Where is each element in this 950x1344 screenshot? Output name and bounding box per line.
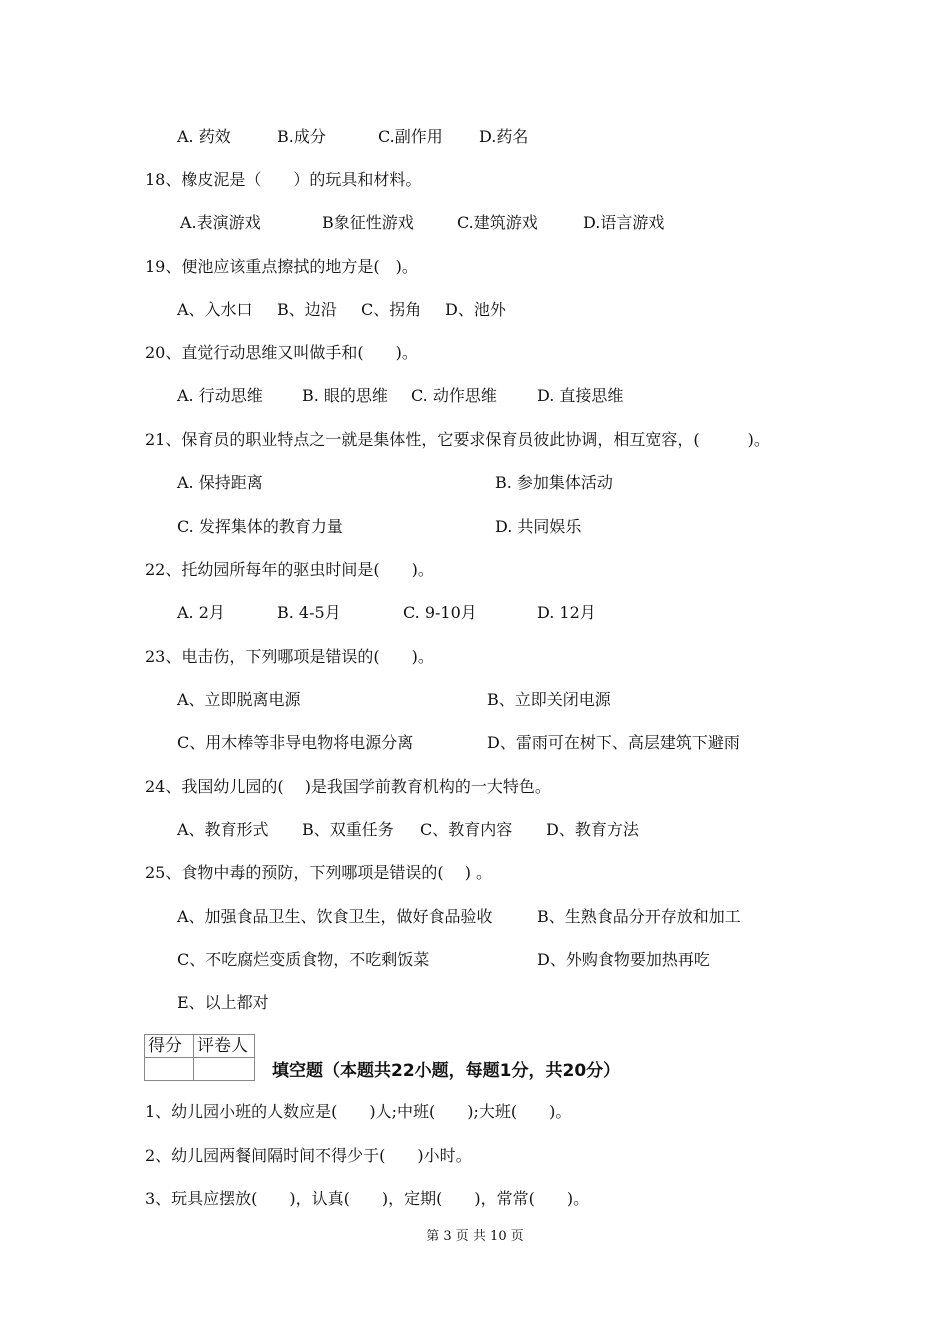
option-20a: A. 行动思维 [177,386,263,405]
option-25b: B、生熟食品分开存放和加工 [537,907,741,926]
option-22b: B. 4-5月 [277,603,341,622]
option-21c: C. 发挥集体的教育力量 [177,517,343,536]
option-20b: B. 眼的思维 [302,386,388,405]
grader-label: 评卷人 [194,1035,255,1058]
option-18a: A.表演游戏 [180,213,261,232]
option-21a: A. 保持距离 [177,473,263,492]
option-25d: D、外购食物要加热再吃 [537,950,710,969]
option-19b: B、边沿 [277,300,337,319]
option-19a: A、入水口 [177,300,253,319]
option-19d: D、池外 [445,300,506,319]
question-19: 19、便池应该重点擦拭的地方是( )。 [145,257,418,276]
option-25e: E、以上都对 [177,993,269,1012]
option-20c: C. 动作思维 [411,386,497,405]
question-20: 20、直觉行动思维又叫做手和( )。 [145,343,418,362]
question-22: 22、托幼园所每年的驱虫时间是( )。 [145,560,434,579]
option-21d: D. 共同娱乐 [495,517,582,536]
score-cell[interactable] [145,1058,194,1081]
question-23: 23、电击伤，下列哪项是错误的( )。 [145,647,434,666]
option-17b: B.成分 [277,127,326,146]
option-17a: A. 药效 [177,127,231,146]
option-22a: A. 2月 [177,603,225,622]
fill-blank-2: 2、幼儿园两餐间隔时间不得少于( )小时。 [145,1146,472,1165]
option-24a: A、教育形式 [177,820,269,839]
option-25c: C、不吃腐烂变质食物，不吃剩饭菜 [177,950,430,969]
option-22c: C. 9-10月 [403,603,477,622]
option-23c: C、用木棒等非导电物将电源分离 [177,733,414,752]
option-23b: B、立即关闭电源 [487,690,611,709]
option-20d: D. 直接思维 [537,386,624,405]
option-18b: B象征性游戏 [322,213,414,232]
option-19c: C、拐角 [361,300,422,319]
option-23d: D、雷雨可在树下、高层建筑下避雨 [487,733,740,752]
question-21: 21、保育员的职业特点之一就是集体性，它要求保育员彼此协调，相互宽容，( )。 [145,430,770,449]
option-24c: C、教育内容 [420,820,513,839]
fill-blank-3: 3、玩具应摆放( )，认真( )，定期( )，常常( )。 [145,1189,590,1208]
option-23a: A、立即脱离电源 [177,690,301,709]
question-24: 24、我国幼儿园的( )是我国学前教育机构的一大特色。 [145,777,551,796]
question-18: 18、橡皮泥是（ ）的玩具和材料。 [145,170,422,189]
question-25: 25、食物中毒的预防，下列哪项是错误的( ) 。 [145,863,493,882]
option-24d: D、教育方法 [546,820,639,839]
option-21b: B. 参加集体活动 [495,473,613,492]
option-24b: B、双重任务 [302,820,394,839]
score-label: 得分 [145,1035,194,1058]
option-25a: A、加强食品卫生、饮食卫生，做好食品验收 [177,907,493,926]
option-17d: D.药名 [479,127,529,146]
option-22d: D. 12月 [537,603,596,622]
option-18d: D.语言游戏 [583,213,665,232]
option-17c: C.副作用 [378,127,443,146]
option-18c: C.建筑游戏 [457,213,538,232]
page-footer: 第 3 页 共 10 页 [426,1229,524,1244]
fill-blank-1: 1、幼儿园小班的人数应是( )人;中班( );大班( )。 [145,1102,572,1121]
grader-cell[interactable] [194,1058,255,1081]
section-title: 填空题（本题共22小题，每题1分，共20分） [272,1061,621,1081]
score-box [144,1034,255,1081]
